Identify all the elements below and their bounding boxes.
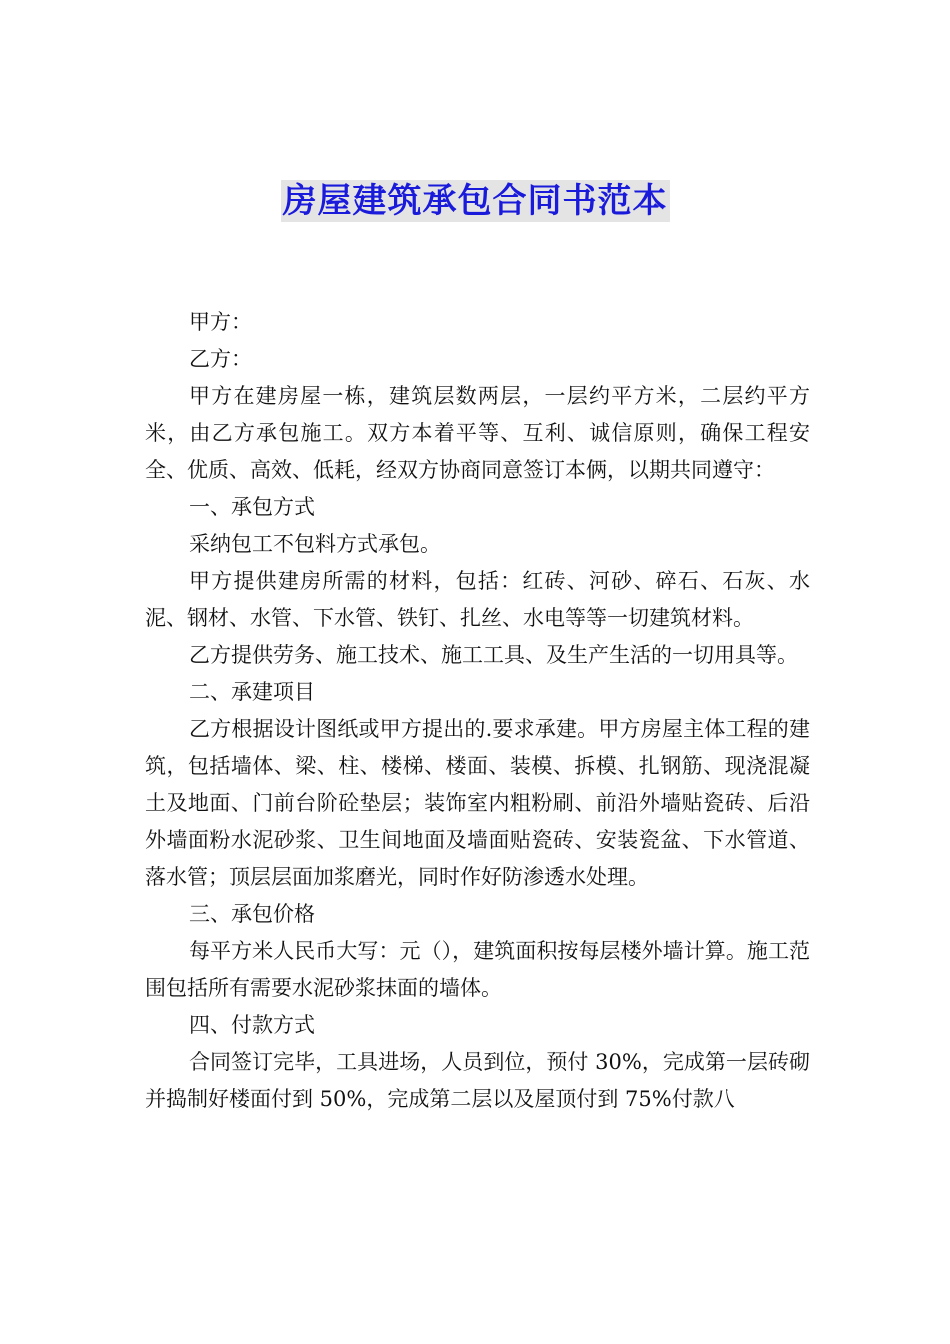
section-1-paragraph: 乙方提供劳务、施工技术、施工工具、及生产生活的一切用具等。 (189, 643, 798, 667)
intro-paragraph: 甲方在建房屋一栋，建筑层数两层，一层约平方米，二层约平方米，由乙方承包施工。双方本着平等、互利、诚信原则，确保工程安全、优质、高效、低耗，经双方协商同意签订本俩，以期共同遵守： (145, 384, 810, 482)
section-3-paragraph: 每平方米人民币大写：元（），建筑面积按每层楼外墙计算。施工范围包括所有需要水泥砂浆抹面的墙体。 (145, 939, 810, 1000)
section-heading-2: 二、承建项目 (189, 680, 315, 704)
section-1-paragraph: 甲方提供建房所需的材料，包括：红砖、河砂、碎石、石灰、水泥、钢材、水管、下水管、铁钉、扎丝、水电等等一切建筑材料。 (145, 569, 810, 630)
party-a-line: 甲方： (189, 310, 252, 334)
party-b-line: 乙方： (189, 347, 252, 371)
section-1-paragraph: 采纳包工不包料方式承包。 (189, 532, 441, 556)
section-heading-1: 一、承包方式 (189, 495, 315, 519)
section-heading-4: 四、付款方式 (189, 1013, 315, 1037)
title-container (0, 180, 950, 222)
section-heading-3: 三、承包价格 (189, 902, 315, 926)
section-2-paragraph: 乙方根据设计图纸或甲方提出的.要求承建。甲方房屋主体工程的建筑，包括墙体、梁、柱、楼梯、楼面、装模、拆模、扎钢筋、现浇混凝土及地面、门前台阶砼垫层；装饰室内粗粉刷、前沿外墙贴瓷砖、后沿外墙面粉水泥砂浆、卫生间地面及墙面贴瓷砖、安装瓷盆、下水管道、落水管；顶层层面加浆磨光，同时作好防渗透水处理。 (145, 717, 810, 889)
section-4-paragraph: 合同签订完毕，工具进场，人员到位，预付 30%，完成第一层砖砌并捣制好楼面付到 50%，完成第二层以及屋顶付到 75%付款八 (145, 1050, 810, 1111)
document-body (145, 304, 810, 1118)
document-title: 房屋建筑承包合同书范本 (282, 181, 668, 221)
